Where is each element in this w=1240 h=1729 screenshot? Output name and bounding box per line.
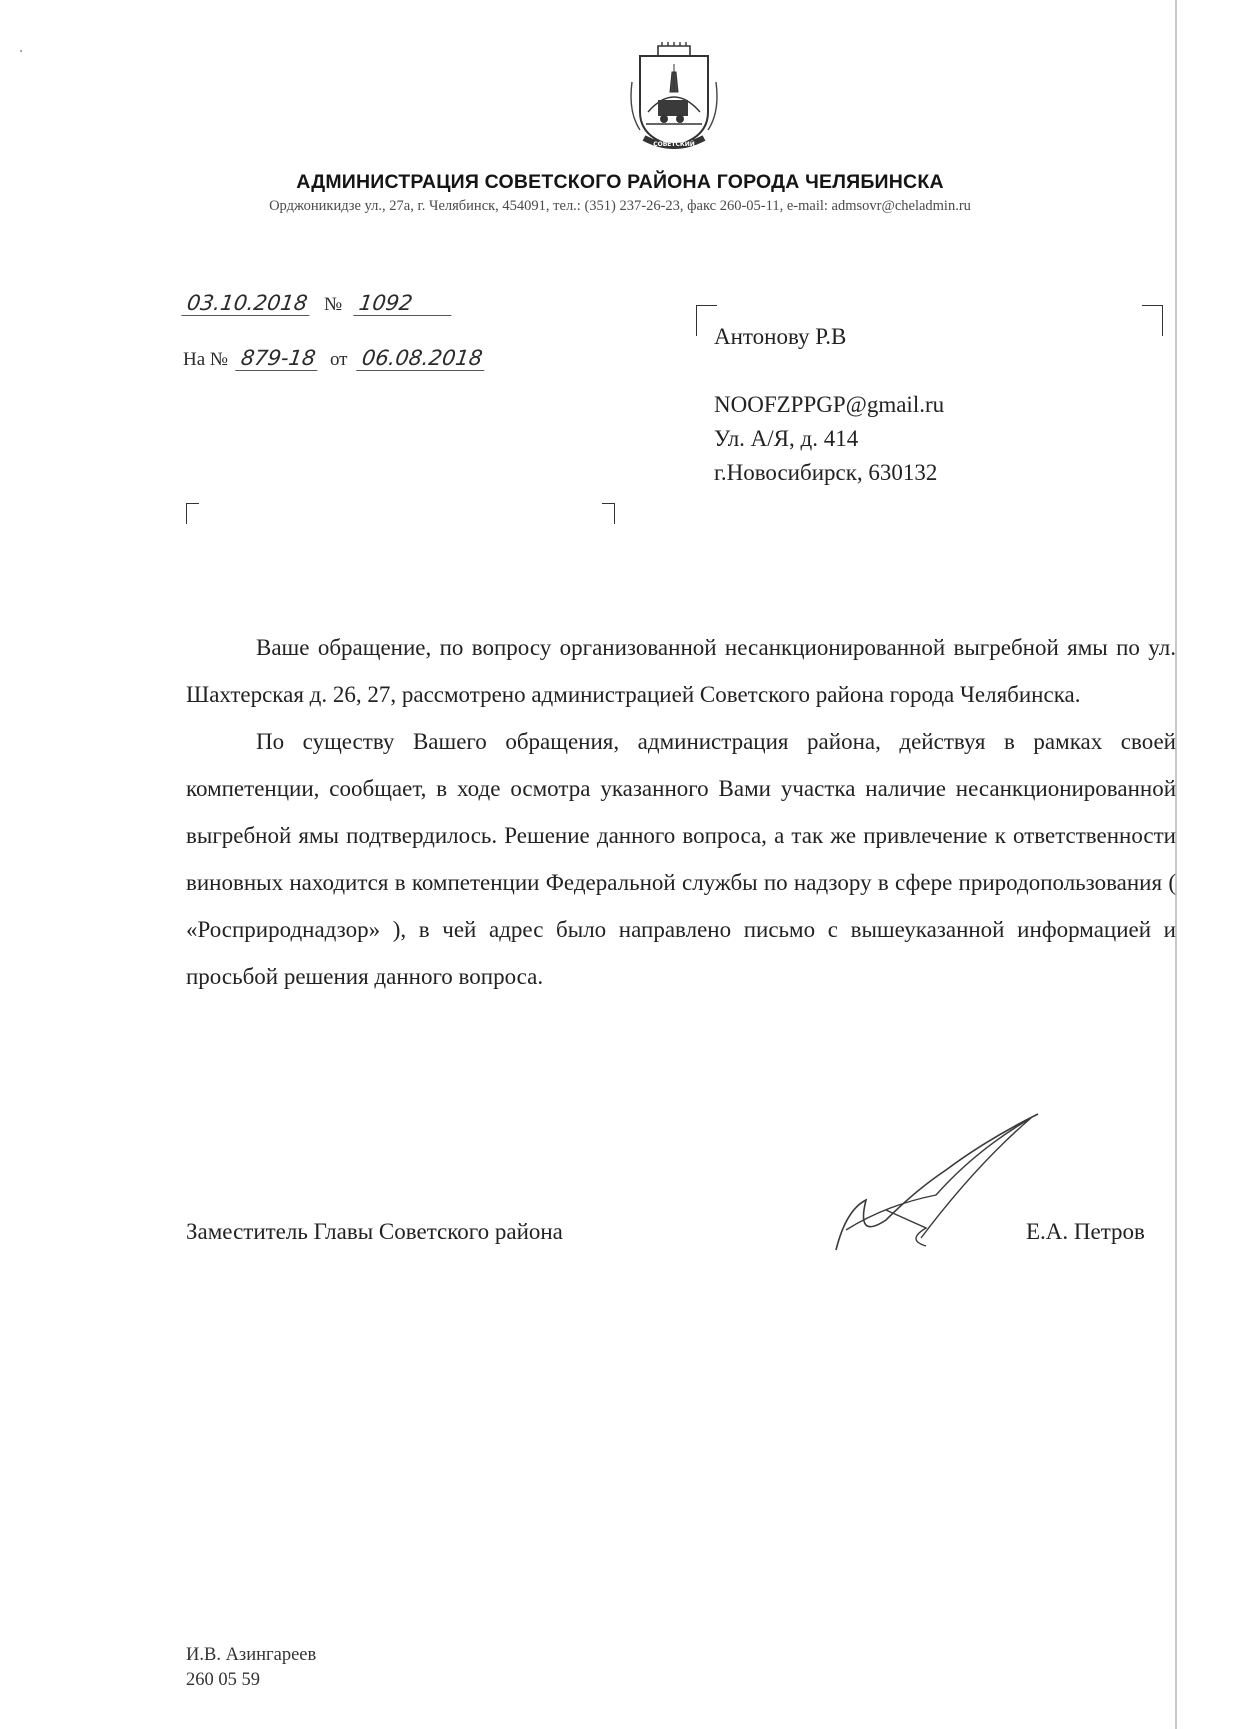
body-paragraph: Ваше обращение, по вопросу организованной несанкционированной выгребной ямы по ул. Шахтерская д. 26, 27, рассмотрено администрацией Советского района города Челябинска. [186, 635, 1176, 707]
organization-title: АДМИНИСТРАЦИЯ СОВЕТСКОГО РАЙОНА ГОРОДА ЧЕЛЯБИНСКА [296, 171, 944, 193]
handwritten-signature [826, 1110, 1046, 1260]
organization-contacts: Орджоникидзе ул., 27а, г. Челябинск, 454091, тел.: (351) 237-26-23, факс 260-05-11, e-mail: admsovr@cheladmin.ru [269, 198, 971, 214]
subject-corner-mark-right [602, 503, 615, 524]
executor-phone: 260 05 59 [186, 1670, 260, 1690]
incoming-reference [183, 346, 487, 371]
addressee-city: г.Новосибирск, 630132 [714, 460, 938, 485]
executor-info [186, 1643, 316, 1693]
signatory-name: Е.А. Петров [1026, 1219, 1145, 1244]
addressee-street: Ул. А/Я, д. 414 [714, 426, 859, 451]
subject-corner-mark-left [186, 503, 199, 524]
addressee-address [714, 388, 944, 490]
scan-speck [20, 50, 22, 52]
body-paragraph: По существу Вашего обращения, администрация района, действуя в рамках своей компетенции, сообщает, в ходе осмотра указанного Вами участка наличие несанкционированной выгребной ямы подтвердилось. Решение данного вопроса, а так же привлечение к ответственности виновных находится в компетенции Федеральной службы по надзору в сфере природопользования ( «Росприроднадзор» ), в чей адрес было направлено письмо с вышеуказанной информацией и просьбой решения данного вопроса. [186, 729, 1176, 989]
addressee-name: Антонову Р.В [714, 324, 847, 349]
outgoing-date: 03.10.2018 [181, 291, 313, 316]
addressee-corner-mark-right [1142, 305, 1163, 336]
emblem-ribbon-text: СОВЕТСКИЙ [653, 141, 695, 148]
coat-of-arms-icon [628, 42, 720, 154]
reference-label: На № [183, 349, 229, 370]
executor-name: И.В. Азингареев [186, 1645, 317, 1665]
number-label: № [324, 294, 343, 315]
reference-from-label: от [329, 349, 348, 370]
letter-body [186, 624, 1176, 1000]
outgoing-number: 1092 [353, 291, 455, 316]
signatory-position: Заместитель Главы Советского района [186, 1219, 563, 1244]
reference-number: 879-18 [235, 346, 321, 371]
reference-date: 06.08.2018 [356, 346, 488, 371]
outgoing-registration [183, 291, 453, 316]
addressee-email: NOOFZPPGP@gmail.ru [714, 392, 945, 417]
